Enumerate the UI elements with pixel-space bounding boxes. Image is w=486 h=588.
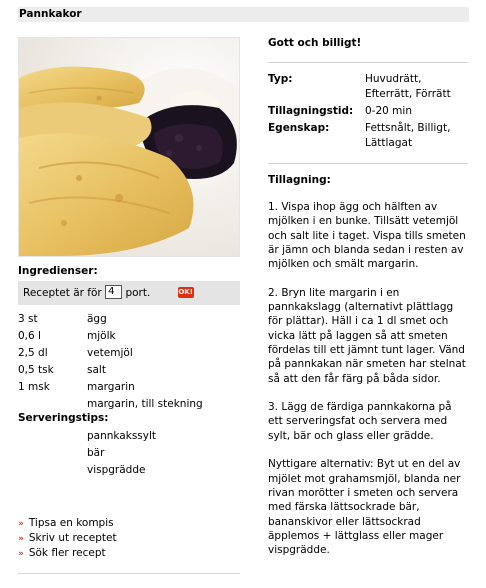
ingredient-name: ägg [87, 313, 107, 325]
portion-selector [18, 281, 240, 305]
ingredient-qty: 0,5 tsk [18, 364, 54, 376]
recipe-properties [268, 72, 468, 151]
ingredient-row [18, 311, 248, 328]
ingredient-name: margarin, till stekning [87, 398, 203, 410]
link-skriv-ut[interactable] [18, 531, 117, 546]
ingredient-row [18, 345, 248, 362]
link-label[interactable]: Skriv ut receptet [28, 532, 117, 544]
double-chevron-right-icon: » [18, 534, 24, 544]
link-label[interactable]: Tipsa en kompis [28, 517, 114, 529]
double-chevron-right-icon: » [18, 549, 24, 559]
action-links [18, 516, 117, 561]
property-row [268, 121, 468, 151]
preparation-step: 2. Bryn lite margarin i en pannkakslagg (alternativt plättlagg för plättar). Häll i ca 1 dl smet och vicka lätt på laggen så att smeten fördelas till ett jämnt tunt lager. Vänd på pannkakan när smeten har stelnat så att den får färg på båda sidor. [268, 286, 466, 385]
recipe-photo [18, 37, 240, 257]
ingredient-name: margarin [87, 381, 135, 393]
preparation-step: 3. Lägg de färdiga pannkakorna på ett serveringsfat och servera med sylt, bär och glass eller grädde. [268, 401, 452, 442]
preparation-step: 1. Vispa ihop ägg och hälften av mjölken i en bunke. Tillsätt vetemjöl och salt lite i taget. Vispa tills smeten är jämn och blanda sedan i resten av mjölken och smält margarin. [268, 201, 466, 271]
ingredient-qty: 2,5 dl [18, 347, 48, 359]
left-divider [18, 573, 240, 574]
property-key: Typ: [268, 73, 293, 85]
ingredient-list [18, 311, 248, 413]
property-value: 0-20 min [365, 105, 412, 117]
property-value: Fettsnålt, Billigt, Lättlagat [365, 122, 451, 149]
property-value: Huvudrätt, Efterrätt, Förrätt [365, 73, 451, 100]
portion-input[interactable]: 4 [105, 285, 122, 299]
ingredient-row [18, 362, 248, 379]
ingredient-qty: 3 st [18, 313, 38, 325]
ingredients-heading: Ingredienser: [18, 265, 98, 277]
double-chevron-right-icon: » [18, 519, 24, 529]
ingredient-name: vetemjöl [87, 347, 133, 359]
serving-tip: pannkakssylt [87, 430, 157, 442]
portion-prefix: Receptet är för [23, 287, 102, 299]
preparation-steps [268, 200, 468, 572]
property-row [268, 72, 468, 102]
property-row [268, 104, 468, 119]
link-sok-recept[interactable] [18, 546, 117, 561]
ingredient-name: mjölk [87, 330, 116, 342]
ingredient-qty: 0,6 l [18, 330, 41, 342]
portion-suffix: port. [125, 287, 151, 299]
ingredient-row [18, 379, 248, 396]
ingredient-qty: 1 msk [18, 381, 50, 393]
page-title: Pannkakor [18, 7, 469, 22]
property-key: Tillagningstid: [268, 105, 354, 117]
serving-tip: vispgrädde [87, 464, 146, 476]
divider [268, 163, 468, 164]
ingredient-row [18, 396, 248, 413]
divider [268, 62, 468, 63]
preparation-tip: Nyttigare alternativ: Byt ut en del av mjölet mot grahamsmjöl, blanda ner rivan morötter i smeten och servera med färska lättsockrade bär, bananskivor eller lättsockrad äpplemos + lättglass eller mager vispgrädde. [268, 458, 461, 557]
link-label[interactable]: Sök fler recept [28, 547, 106, 559]
portion-ok-button[interactable]: OK! [178, 287, 193, 296]
serving-tips-list [87, 428, 156, 479]
serving-tips-heading: Serveringstips: [18, 412, 109, 424]
serving-tip: bär [87, 447, 105, 459]
link-tipsa-kompis[interactable] [18, 516, 117, 531]
recipe-subtitle: Gott och billigt! [268, 37, 362, 49]
preparation-heading: Tillagning: [268, 174, 331, 186]
ingredient-row [18, 328, 248, 345]
ingredient-name: salt [87, 364, 106, 376]
property-key: Egenskap: [268, 122, 330, 134]
